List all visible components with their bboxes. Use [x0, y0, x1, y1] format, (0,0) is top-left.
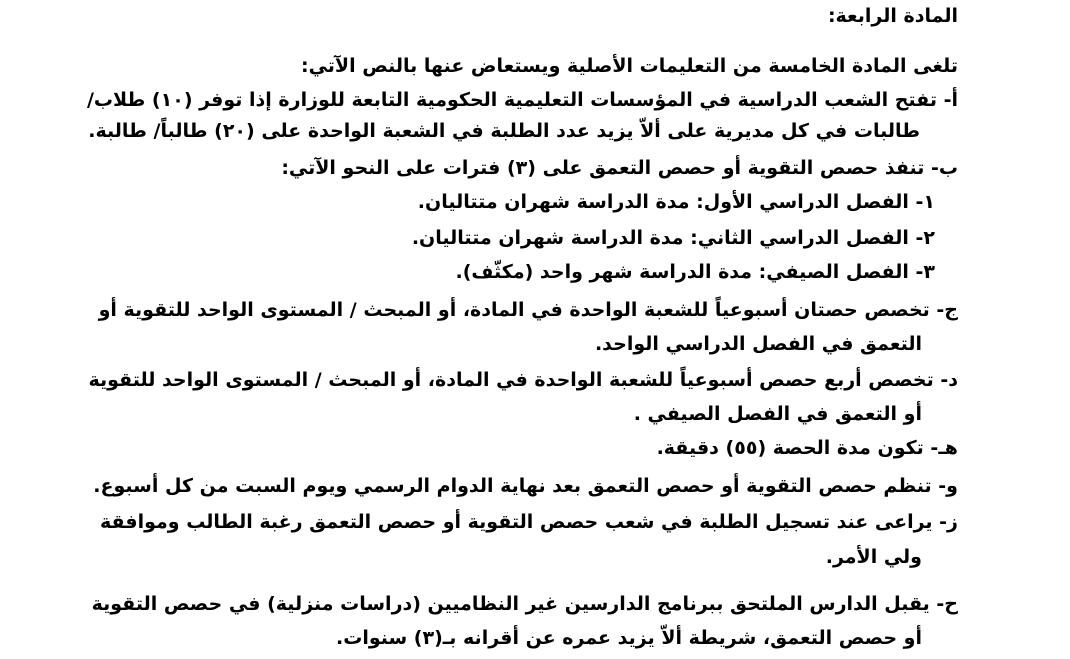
item-b-line-1: ب- تنفذ حصص التقوية أو حصص التعمق على (٣) فترات على النحو الآتي: [281, 157, 958, 179]
item-h-line-1: ح- يقبل الدارس الملتحق ببرنامج الدارسين غير النظاميين (دراسات منزلية) في حصص التقوية [91, 593, 958, 615]
item-b-period-2: ٢- الفصل الدراسي الثاني: مدة الدراسة شهران متتاليان. [411, 227, 935, 249]
item-d-line-1: د- تخصص أربع حصص أسبوعياً للشعبة الواحدة في المادة، أو المبحث / المستوى الواحد للتقوية [88, 369, 958, 391]
item-a-line-2: طالبات في كل مديرية على ألاّ يزيد عدد الطلبة في الشعبة الواحدة على (٢٠) طالباً/ طالبة. [88, 120, 920, 142]
intro-paragraph: تلغى المادة الخامسة من التعليمات الأصلية ويستعاض عنها بالنص الآتي: [300, 55, 958, 77]
item-d-line-2: أو التعمق في الفصل الصيفي . [633, 403, 922, 425]
item-c-line-2: التعمق في الفصل الدراسي الواحد. [594, 333, 922, 355]
article-title: المادة الرابعة: [827, 5, 958, 27]
item-b-period-1: ١- الفصل الدراسي الأول: مدة الدراسة شهران متتاليان. [417, 191, 935, 213]
item-c-line-1: ج- تخصص حصتان أسبوعياً للشعبة الواحدة في المادة، أو المبحث / المستوى الواحد للتقوية أو [98, 299, 958, 321]
item-g-line-2: ولي الأمر. [825, 546, 922, 568]
item-f-line-1: و- تنظم حصص التقوية أو حصص التعمق بعد نهاية الدوام الرسمي ويوم السبت من كل أسبوع. [93, 475, 958, 497]
item-g-line-1: ز- يراعى عند تسجيل الطلبة في شعب حصص التقوية أو حصص التعمق رغبة الطالب وموافقة [99, 511, 958, 533]
item-h-line-2: أو حصص التعمق، شريطة ألاّ يزيد عمره عن أقرانه بـ(٣) سنوات. [336, 627, 922, 649]
item-b-period-3: ٣- الفصل الصيفي: مدة الدراسة شهر واحد (مكثّف). [455, 261, 935, 283]
item-e-line-1: هـ- تكون مدة الحصة (٥٥) دقيقة. [656, 437, 958, 459]
item-a-line-1: أ- تفتح الشعب الدراسية في المؤسسات التعليمية الحكومية التابعة للوزارة إذا توفر (١٠) طلاب/ [86, 89, 958, 111]
